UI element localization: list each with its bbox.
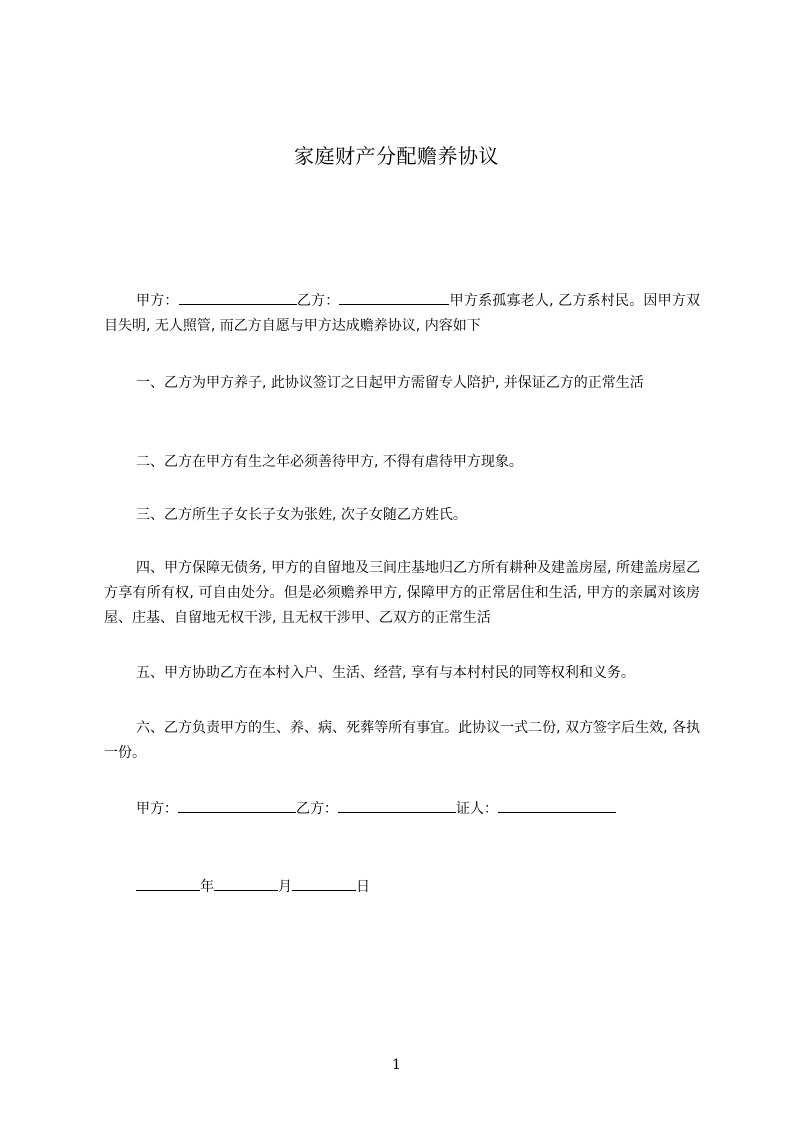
date-year-label: 年: [200, 879, 214, 895]
intro-party-b-blank: [339, 289, 449, 305]
intro-paragraph: [104, 289, 700, 339]
date-line: [136, 875, 370, 900]
intro-text: 甲方系孤寡老人, 乙方系村民。因甲方双目失明, 无人照管, 而乙方自愿与甲方达成赡养协议, 内容如下: [104, 293, 701, 334]
document-title: 家庭财产分配赡养协议: [294, 144, 499, 168]
clause-2: 二、乙方在甲方有生之年必须善待甲方, 不得有虐待甲方现象。: [136, 454, 523, 470]
date-month-label: 月: [278, 879, 292, 895]
signature-party-b-label: 乙方：: [296, 801, 338, 817]
clause-6: 六、乙方负责甲方的生、养、病、死葬等所有事宜。此协议一式二份, 双方签字后生效, 各执一份。: [104, 720, 700, 761]
clause-5: 五、甲方协助乙方在本村入户、生活、经营, 享有与本村村民的同等权利和义务。: [136, 665, 635, 681]
clause-3: 三、乙方所生子女长子女为张姓, 次子女随乙方姓氏。: [136, 507, 467, 523]
date-month-blank: [214, 875, 278, 891]
intro-party-a-label: 甲方：: [136, 293, 179, 309]
signature-party-a-blank: [178, 797, 296, 813]
signature-party-b-blank: [338, 797, 456, 813]
date-year-blank: [136, 875, 200, 891]
intro-party-a-blank: [179, 289, 297, 305]
signature-witness-blank: [498, 797, 616, 813]
clause-4: 四、甲方保障无债务, 甲方的自留地及三间庄基地归乙方所有耕种及建盖房屋, 所建盖房屋乙方享有所有权, 可自由处分。但是必须赡养甲方, 保障甲方的正常居住和生活, 甲方的亲属对该房屋、庄基、自留地无权干涉, 且无权干涉甲、乙双方的正常生活: [104, 560, 700, 626]
date-day-label: 日: [356, 879, 370, 895]
clause-1: 一、乙方为甲方养子, 此协议签订之日起甲方需留专人陪护, 并保证乙方的正常生活: [136, 375, 644, 391]
page-number: 1: [392, 1057, 401, 1073]
intro-party-b-label: 乙方：: [296, 293, 340, 309]
signature-line: [136, 797, 616, 822]
signature-witness-label: 证人：: [456, 801, 498, 817]
date-day-blank: [292, 875, 356, 891]
signature-party-a-label: 甲方：: [136, 801, 178, 817]
